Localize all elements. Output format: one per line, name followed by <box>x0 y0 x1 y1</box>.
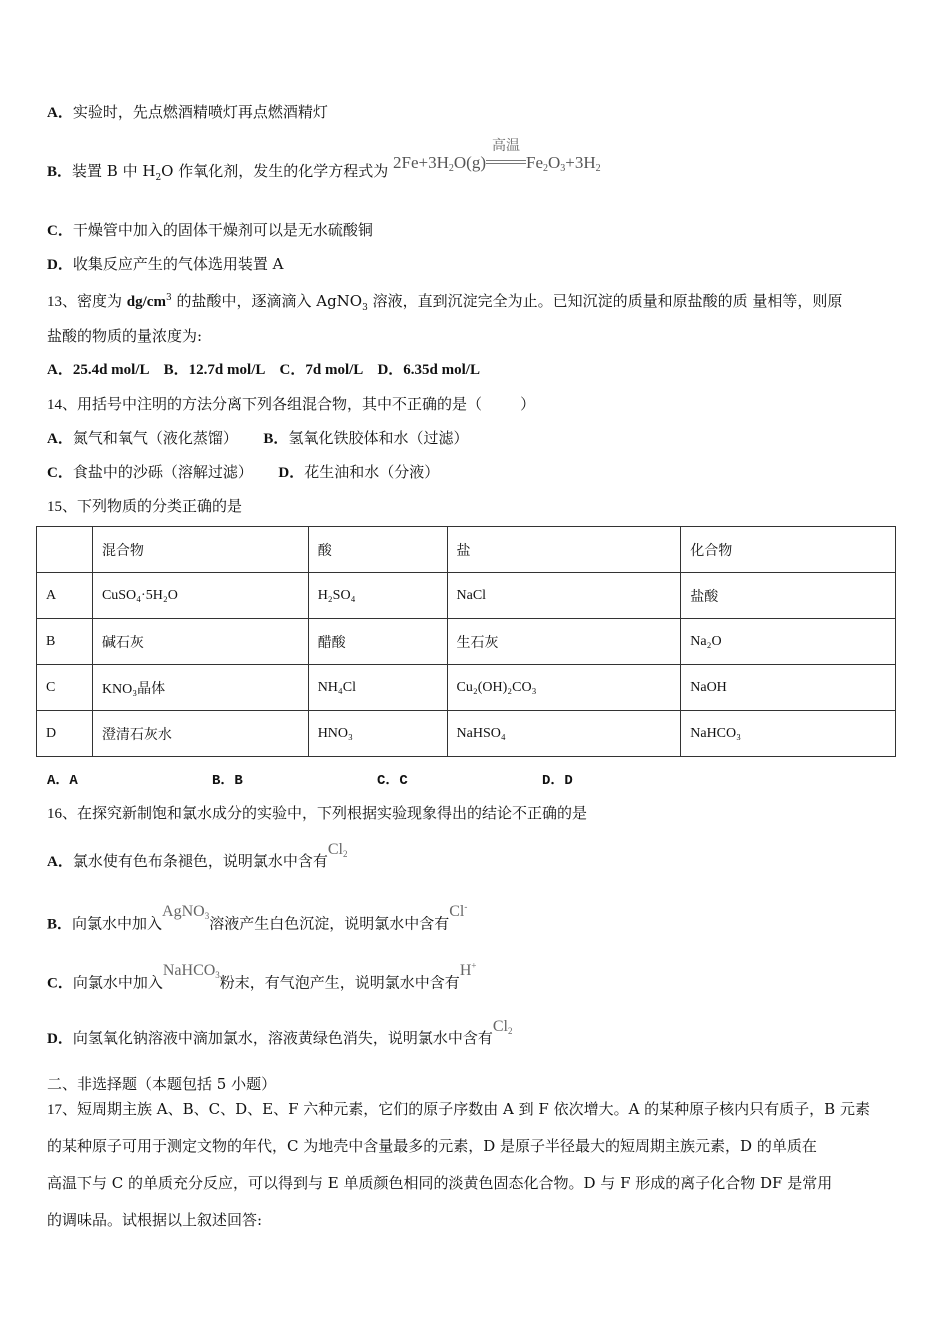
table-cell: 盐酸 <box>681 573 896 619</box>
table-row <box>37 665 896 711</box>
q17-stem-line3: 高温下与 C 的单质充分反应，可以得到与 E 单质颜色相同的淡黄色固态化合物。D 与 F 形成的离子化合物 DF 是常用 <box>47 1174 833 1192</box>
question-number: 15、 <box>47 499 78 515</box>
q16-option-c: C．向氯水中加入NaHCO$_3$粉末，有气泡产生，说明氯水中含有H+ <box>47 961 477 992</box>
q15-answer-c: C．C <box>377 773 408 789</box>
table-header-cell: 酸 <box>308 527 447 573</box>
chemical-formula: H+ <box>459 961 477 980</box>
table-cell: NaHCO₃ <box>681 711 896 757</box>
table-cell: A <box>37 573 93 619</box>
section-title: 二、非选择题（本题包括 5 小题） <box>47 1075 277 1093</box>
table-cell: B <box>37 619 93 665</box>
option-label: C． <box>47 223 73 239</box>
option-text: 收集反应产生的气体选用装置 A <box>72 255 284 273</box>
table-row <box>37 711 896 757</box>
table-cell: C <box>37 665 93 711</box>
chemical-formula: NaHCO$_3$ <box>162 962 220 981</box>
chemical-formula: $Cl_2$ <box>492 1018 513 1036</box>
option-text: 实验时，先点燃酒精喷灯再点燃酒精灯 <box>72 103 328 121</box>
q14-options-row2: C．食盐中的沙砾（溶解过滤） D．花生油和水（分液） <box>47 463 440 481</box>
table-cell: Cu₂(OH)₂CO₃ <box>447 665 681 711</box>
q17-stem-line1: 17、短周期主族 A、B、C、D、E、F 六种元素，它们的原子序数由 A 到 F 依次增大。A 的某种原子核内只有质子，B 元素 <box>47 1100 870 1118</box>
table-cell: NaOH <box>681 665 896 711</box>
question-number: 16、 <box>47 806 78 822</box>
table-cell: D <box>37 711 93 757</box>
option-text: 干燥管中加入的固体干燥剂可以是无水硫酸铜 <box>72 221 373 239</box>
table-cell: NaHSO₄ <box>447 711 681 757</box>
option-label: B． <box>47 164 73 180</box>
table-header-cell: 盐 <box>447 527 681 573</box>
q12-option-d <box>47 254 283 275</box>
table-header-row <box>37 527 896 573</box>
option-label: A． <box>47 105 73 121</box>
q13-stem-line1: 13、密度为 $dg/cm^3$ 的盐酸中，逐滴滴入 AgNO$_3$ 溶液，直到沉淀完全为止。已知沉淀的质量和原盐酸的质 量相等，则原 <box>47 292 843 313</box>
question-number: 14、 <box>47 397 78 413</box>
table-cell: 澄清石灰水 <box>92 711 308 757</box>
q15-stem: 15、下列物质的分类正确的是 <box>47 497 243 515</box>
table-cell: HNO₃ <box>308 711 447 757</box>
q15-answer-a: A．A <box>47 773 78 789</box>
q16-option-b: B．向氯水中加入AgNO$_3$溶液产生白色沉淀，说明氯水中含有Cl- <box>47 902 468 933</box>
question-number: 17、 <box>47 1102 78 1118</box>
reaction-equals-sign <box>486 139 526 171</box>
table-header-cell <box>37 527 93 573</box>
table-header-cell: 混合物 <box>92 527 308 573</box>
option-text: 装置 B 中 $H_2O$ 作氧化剂，发生的化学方程式为 <box>72 162 389 183</box>
chemical-formula: $Cl_2$ <box>327 841 348 859</box>
question-number: 13、 <box>47 294 78 310</box>
chemical-formula: AgNO$_3$ <box>162 903 210 922</box>
table-cell: CuSO₄·5H₂O <box>92 573 308 619</box>
table-cell: 生石灰 <box>447 619 681 665</box>
table-cell: Na₂O <box>681 619 896 665</box>
q12-option-b <box>47 139 601 188</box>
q12-option-c <box>47 220 373 241</box>
table-header-cell: 化合物 <box>681 527 896 573</box>
q14-stem: 14、用括号中注明的方法分离下列各组混合物，其中不正确的是（ ） <box>47 395 536 413</box>
q17-stem-line4: 的调味品。试根据以上叙述回答: <box>47 1211 263 1229</box>
table-cell: 醋酸 <box>308 619 447 665</box>
table-row <box>37 619 896 665</box>
reaction-condition: 高温 <box>492 139 521 155</box>
table-cell: NaCl <box>447 573 681 619</box>
q15-answer-d: D．D <box>542 773 573 789</box>
classification-table <box>36 526 896 757</box>
q13-stem-line2: 盐酸的物质的量浓度为: <box>47 327 203 345</box>
q12-option-a <box>47 102 328 123</box>
table-cell: NH₄Cl <box>308 665 447 711</box>
chemical-formula: Cl- <box>449 902 468 921</box>
q16-stem: 16、在探究新制饱和氯水成分的实验中，下列根据实验现象得出的结论不正确的是 <box>47 804 588 822</box>
table-cell: 碱石灰 <box>92 619 308 665</box>
q14-options-row1: A．氮气和氧气（液化蒸馏） B．氢氧化铁胶体和水（过滤） <box>47 429 469 447</box>
table-cell: KNO₃晶体 <box>92 665 308 711</box>
chemical-equation: $2Fe+3H_2O(g)$ 高温 $Fe_2O_3+3H_2$ <box>393 139 601 174</box>
table-cell: H₂SO₄ <box>308 573 447 619</box>
q16-option-a: A．氯水使有色布条褪色，说明氯水中含有$Cl_2$ <box>47 841 348 870</box>
q15-answer-b: B．B <box>212 773 243 789</box>
q13-options: A．25.4d mol/L B．12.7d mol/L C．7d mol/L D．6.35d mol/L <box>47 362 480 378</box>
q16-option-d: D．向氢氧化钠溶液中滴加氯水，溶液黄绿色消失，说明氯水中含有$Cl_2$ <box>47 1018 513 1047</box>
option-label: D． <box>47 257 73 273</box>
q17-stem-line2: 的某种原子可用于测定文物的年代，C 为地壳中含量最多的元素，D 是原子半径最大的短周期主族元素，D 的单质在 <box>47 1137 817 1155</box>
table-row <box>37 573 896 619</box>
